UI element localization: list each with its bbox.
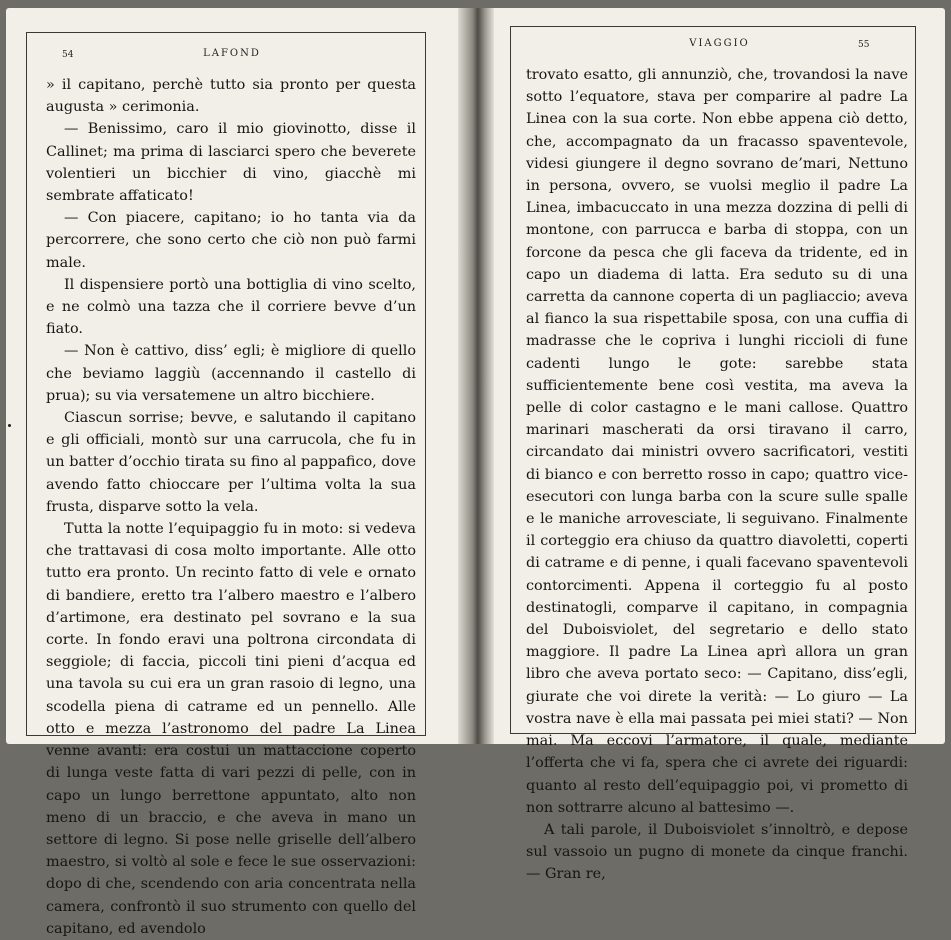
margin-mark <box>8 424 11 427</box>
running-title: VIAGGIO <box>689 38 750 49</box>
paragraph: » il capitano, perchè tutto sia pronto per questa augusta » cerimonia. <box>46 77 416 116</box>
paragraph: Ciascun sorrise; bevve, e salutando il capitano e gli officiali, montò sur una carrucola, che fu in un batter d’occhio tirata su fino al pappafico, dove avendo fatto chioccare per l’ultima volta la sua frusta, disparve sotto la vela. <box>46 410 416 515</box>
page-body <box>46 74 416 940</box>
paragraph: Tutta la notte l’equipaggio fu in moto: si vedeva che trattavasi di cosa molto importante. Alle otto tutto era pronto. Un recinto fatto di vele e ornato di bandiere, eretto tra l’albero maestro e l’albero d’artimone, era destinato pel sovrano e la sua corte. In fondo eravi una poltrona circondata di seggiole; di faccia, piccoli tini pieni d’acqua ed una tavola su cui era un gran rasoio di legno, una scodella piena di catrame ed un pennello. Alle otto e mezza l’astronomo del padre La Linea venne avanti: era costui un mattaccione coperto di lunga veste fatta di vari pezzi di pelle, con in capo un lungo berrettone appuntato, alto non meno di un braccio, e che aveva in mano un settore di legno. Si pose nelle griselle dell’albero maestro, si voltò al sole e fece le sue osservazioni: dopo di che, scendendo con aria concentrata nella camera, confrontò il suo strumento con quello del capitano, ed avendolo <box>46 521 416 937</box>
paragraph: — Benissimo, caro il mio giovinotto, disse il Callinet; ma prima di lasciarci spero che beverete volentieri un bicchier di vino, giacchè mi sembrate affaticato! <box>46 121 416 205</box>
right-page <box>494 8 945 883</box>
left-page <box>6 8 458 937</box>
book-gutter <box>458 8 494 744</box>
page-body <box>526 64 908 886</box>
running-title: LAFOND <box>203 48 261 59</box>
paragraph: Il dispensiere portò una bottiglia di vino scelto, e ne colmò una tazza che il corriere bevve d’un fiato. <box>46 276 416 338</box>
paragraph: — Non è cattivo, diss’ egli; è migliore di quello che beviamo laggiù (accennando il castello di prua); su via versatemene un altro bicchiere. <box>46 343 416 404</box>
page-header <box>6 48 458 64</box>
paragraph: A tali parole, il Duboisviolet s’innoltrò, e depose sul vassoio un pugno di monete da cinque franchi. — Gran re, <box>526 821 908 883</box>
paragraph: trovato esatto, gli annunziò, che, trovandosi la nave sotto l’equatore, stava per comparire al padre La Linea con la sua corte. Non ebbe appena ciò detto, che, accompagnato da un fracasso spaventevole, videsi giungere il degno sovrano de’mari, Nettuno in persona, ovvero, se vuolsi meglio il padre La Linea, imbacuccato in una mezza dozzina di pelli di montone, con parrucca e barba di stoppa, con un forcone da pesca che gli faceva da tridente, ed in capo un diadema di latta. Era seduto su di una carretta da cannone coperta di un pagliaccio; aveva al fianco la sua rispettabile sposa, con una cuffia di madrasse che le copriva i lunghi riccioli di fune cadenti lungo le gote: sarebbe stata sufficientemente bene così vestita, ma aveva la pelle di color castagno e le mani callose. Quattro marinari mascherati da orsi tiravano il carro, circandato dai ministri ovvero sacrificatori, vestiti di bianco e con berretto rosso in capo; quattro vice-esecutori con lunga barba con la scure sulle spalle e le maniche arrovesciate, li seguivano. Finalmente il corteggio era chiuso da quattro diavoletti, coperti di catrame e di penne, i quali facevano spaventevoli contorcimenti. Appena il corteggio fu al posto destinatogli, comparve il capitano, in compagnia del Duboisviolet, del segretario e dello stato maggiore. Il padre La Linea aprì allora un gran libro che aveva portato seco: — Capitano, diss’egli, giurate che voi direte la verità: — Lo giuro — La vostra nave è ella mai passata pei miei stati? — Non mai. Ma eccovi l’armatore, il quale, mediante l’offerta che vi fa, spera che ci avrete dei riguardi: quanto al resto dell’equipaggio poi, vi prometto di non sottrarre alcuno al battesimo —. <box>526 67 908 816</box>
page-number: 54 <box>62 50 74 60</box>
page-header <box>494 38 945 54</box>
page-number: 55 <box>858 40 870 50</box>
paragraph: — Con piacere, capitano; io ho tanta via da percorrere, che sono certo che ciò non può farmi male. <box>46 210 416 271</box>
